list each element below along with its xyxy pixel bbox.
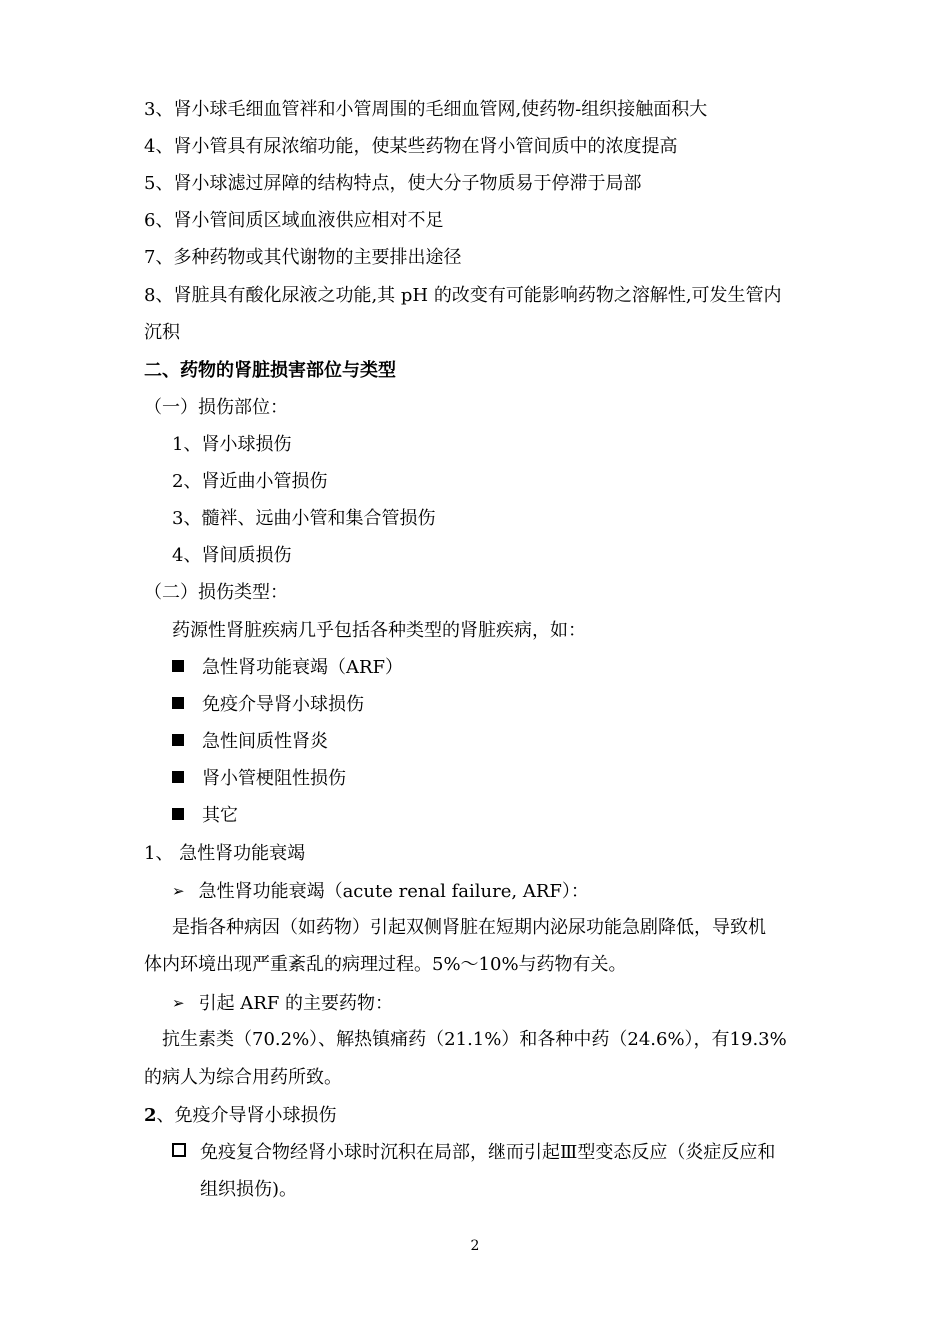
immune-heading: 2、免疫介导肾小球损伤 [144, 1105, 337, 1126]
site-item: 1、肾小球损伤 [172, 434, 292, 455]
type-item [172, 656, 403, 680]
list-item-5: 5、肾小球滤过屏障的结构特点，使大分子物质易于停滞于局部 [144, 173, 642, 194]
type-item [172, 730, 328, 754]
filled-square-icon [172, 771, 184, 783]
list-item-8: 8、肾脏具有酸化尿液之功能,其 pH 的改变有可能影响药物之溶解性,可发生管内 [144, 285, 782, 306]
list-item-6: 6、肾小管间质区域血液供应相对不足 [144, 210, 444, 231]
filled-square-icon [172, 734, 184, 746]
type-item [172, 693, 364, 717]
immune-item: 免疫复合物经肾小球时沉积在局部，继而引起Ⅲ型变态反应（炎症反应和 [172, 1141, 775, 1165]
arrow-right-icon: ➢ [172, 882, 185, 900]
type-label: 免疫介导肾小球损伤 [202, 694, 364, 715]
subheading-injury-types: （二）损伤类型： [144, 582, 288, 603]
immune-item-continued: 组织损伤)。 [200, 1179, 298, 1200]
subheading-injury-sites: （一）损伤部位： [144, 397, 288, 418]
list-item-7: 7、多种药物或其代谢物的主要排出途径 [144, 247, 462, 268]
site-item: 4、肾间质损伤 [172, 545, 292, 566]
section-heading: 二、药物的肾脏损害部位与类型 [144, 360, 396, 381]
arf-definition-label: ➢ 急性肾功能衰竭（acute renal failure, ARF）： [172, 881, 589, 902]
type-item [172, 804, 238, 828]
type-item [172, 767, 346, 791]
hollow-square-icon [172, 1143, 186, 1157]
page-number: 2 [470, 1238, 480, 1254]
type-label: 其它 [202, 805, 238, 826]
filled-square-icon [172, 660, 184, 672]
site-item: 2、肾近曲小管损伤 [172, 471, 328, 492]
arf-drugs-text-continued: 的病人为综合用药所致。 [144, 1067, 342, 1088]
filled-square-icon [172, 697, 184, 709]
arf-drugs-text: 抗生素类（70.2%）、解热镇痛药（21.1%）和各种中药（24.6%），有19.3% [162, 1029, 787, 1050]
list-item-4: 4、肾小管具有尿浓缩功能，使某些药物在肾小管间质中的浓度提高 [144, 136, 678, 157]
arf-heading: 1、 急性肾功能衰竭 [144, 843, 306, 864]
arf-drugs-label: ➢ 引起 ARF 的主要药物： [172, 993, 394, 1014]
arrow-right-icon: ➢ [172, 994, 185, 1012]
filled-square-icon [172, 808, 184, 820]
site-item: 3、髓袢、远曲小管和集合管损伤 [172, 508, 436, 529]
list-item-3: 3、肾小球毛细血管袢和小管周围的毛细血管网,使药物-组织接触面积大 [144, 99, 708, 120]
type-label: 肾小管梗阻性损伤 [202, 768, 346, 789]
types-intro: 药源性肾脏疾病几乎包括各种类型的肾脏疾病，如： [172, 620, 586, 641]
list-item-8-continued: 沉积 [144, 322, 180, 343]
arf-definition-text-continued: 体内环境出现严重紊乱的病理过程。5%～10%与药物有关。 [144, 954, 627, 975]
arf-definition-text: 是指各种病因（如药物）引起双侧肾脏在短期内泌尿功能急剧降低，导致机 [172, 917, 766, 938]
type-label: 急性肾功能衰竭（ARF） [202, 657, 404, 678]
type-label: 急性间质性肾炎 [202, 731, 328, 752]
